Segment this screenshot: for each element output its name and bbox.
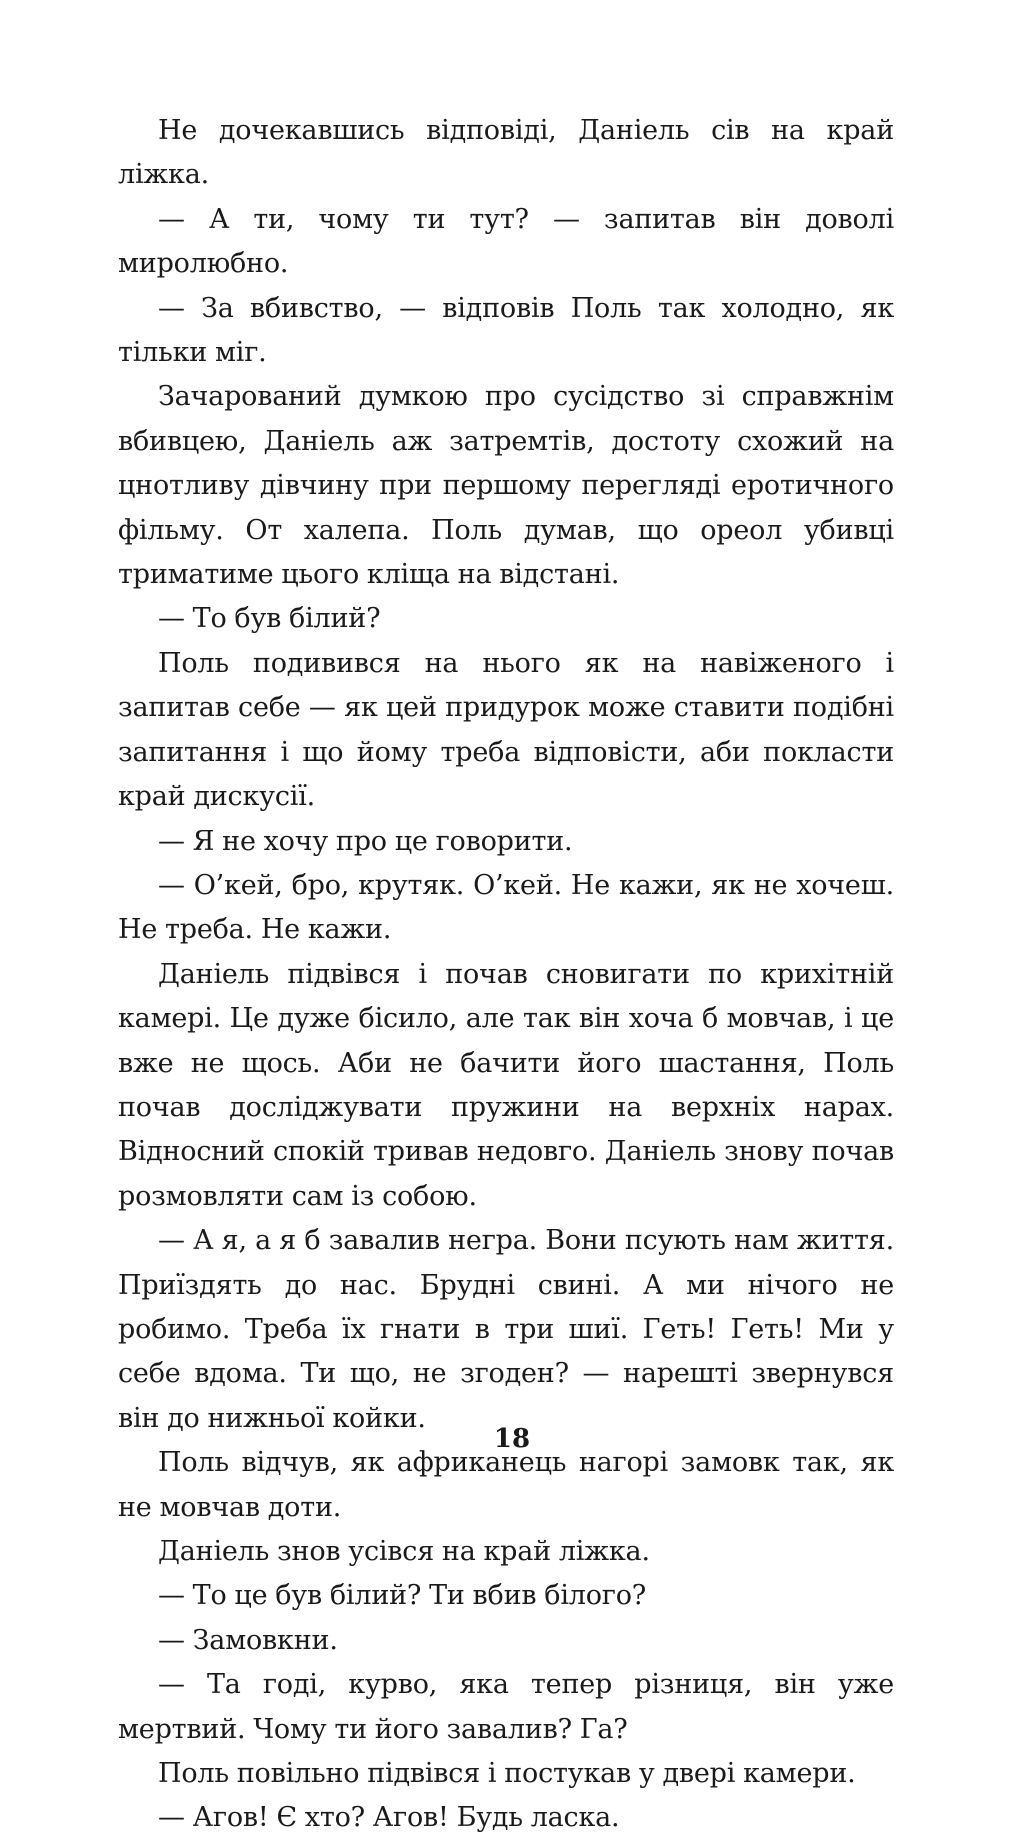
page-body-text xyxy=(118,109,894,1841)
paragraph: Не дочекавшись відповіді, Даніель сів на край ліжка. xyxy=(118,115,894,191)
paragraph: — Агов! Є хто? Агов! Будь ласка. xyxy=(158,1802,620,1834)
page-number: 18 xyxy=(493,1424,531,1454)
paragraph: — То це був білий? Ти вбив білого? xyxy=(158,1580,647,1612)
paragraph: Поль відчув, як африканець нагорі замовк так, як не мовчав доти. xyxy=(118,1447,894,1523)
paragraph: — То був білий? xyxy=(158,603,381,635)
paragraph: Поль повільно підвівся і постукав у двері камери. xyxy=(158,1758,856,1790)
paragraph: — О’кей, бро, крутяк. О’кей. Не кажи, як не хочеш. Не треба. Не кажи. xyxy=(118,869,894,946)
paragraph: Поль подивився на нього як на навіженого і запитав себе — як цей придурок може ставити подібні запитання і що йому треба відповісти, аби покласти край дискусії. xyxy=(118,647,894,813)
paragraph: Даніель знов усівся на край ліжка. xyxy=(158,1536,650,1567)
paragraph: — А я, а я б завалив негра. Вони псують нам життя. Приїздять до нас. Брудні свині. А ми нічого не робимо. Треба їх гнати в три шиї. Геть! Геть! Ми у себе вдома. Ти що, не згоден? — нарешті звернувся він до нижньої койки. xyxy=(118,1225,894,1434)
paragraph: — За вбивство, — відповів Поль так холодно, як тільки міг. xyxy=(118,292,894,369)
paragraph: — Замовкни. xyxy=(158,1624,338,1656)
paragraph: — Та годі, курво, яка тепер різниця, він уже мертвий. Чому ти його завалив? Га? xyxy=(118,1669,894,1745)
paragraph: Зачарований думкою про сусідство зі справжнім вбивцею, Даніель аж затремтів, достоту схожий на цнотливу дівчину при першому перегляді еротичного фільму. От халепа. Поль думав, що ореол убивці триматиме цього кліща на відстані. xyxy=(118,381,894,591)
paragraph: Даніель підвівся і почав сновигати по крихітній камері. Це дуже бісило, але так він хоча б мовчав, і це вже не щось. Аби не бачити його шастання, Поль почав досліджувати пружини на верхніх нарах. Відносний спокій тривав недовго. Даніель знову почав розмовляти сам із собою. xyxy=(118,958,894,1212)
paragraph: — Я не хочу про це говорити. xyxy=(158,825,573,857)
paragraph: — А ти, чому ти тут? — запитав він доволі миролюбно. xyxy=(118,203,894,280)
